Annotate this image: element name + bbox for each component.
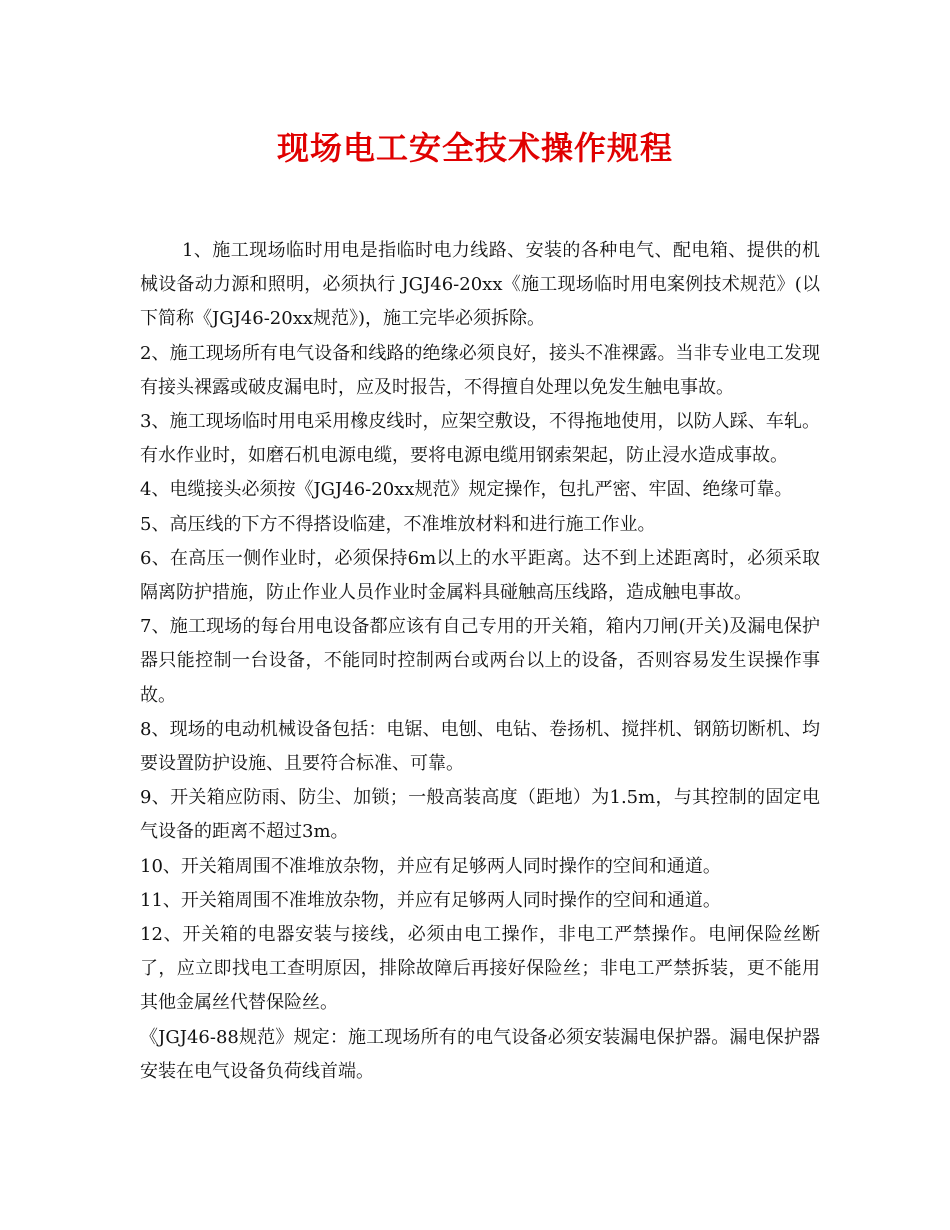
document-body — [140, 234, 820, 1089]
paragraph-5: 5、高压线的下方不得搭设临建，不准堆放材料和进行施工作业。 — [140, 513, 656, 535]
paragraph-6: 6、在高压一侧作业时，必须保持6m以上的水平距离。达不到上述距离时，必须采取隔离防护措施，防止作业人员作业时金属料具碰触高压线路，造成触电事故。 — [140, 547, 820, 604]
paragraph-13: 《JGJ46-88规范》规定：施工现场所有的电气设备必须安装漏电保护器。漏电保护器安装在电气设备负荷线首端。 — [140, 1026, 820, 1082]
paragraph-10: 10、开关箱周围不准堆放杂物，并应有足够两人同时操作的空间和通道。 — [140, 855, 721, 877]
paragraph-7: 7、施工现场的每台用电设备都应该有自己专用的开关箱，箱内刀闸(开关)及漏电保护器只能控制一台设备，不能同时控制两台或两台以上的设备，否则容易发生误操作事故。 — [140, 616, 820, 706]
document-title: 现场电工安全技术操作规程 — [276, 129, 673, 167]
paragraph-2: 2、施工现场所有电气设备和线路的绝缘必须良好，接头不准裸露。当非专业电工发现有接头裸露或破皮漏电时，应及时报告，不得擅自处理以免发生触电事故。 — [140, 342, 820, 398]
paragraph-9: 9、开关箱应防雨、防尘、加锁；一般高装高度（距地）为1.5m，与其控制的固定电气设备的距离不超过3m。 — [140, 787, 820, 843]
paragraph-12: 12、开关箱的电器安装与接线，必须由电工操作，非电工严禁操作。电闸保险丝断了，应立即找电工查明原因，排除故障后再接好保险丝；非电工严禁拆装，更不能用其他金属丝代替保险丝。 — [140, 924, 820, 1014]
paragraph-3: 3、施工现场临时用电采用橡皮线时，应架空敷设，不得拖地使用，以防人踩、车轧。有水作业时，如磨石机电源电缆，要将电源电缆用钢索架起，防止浸水造成事故。 — [140, 411, 820, 467]
paragraph-1: 1、施工现场临时用电是指临时电力线路、安装的各种电气、配电箱、提供的机械设备动力源和照明，必须执行 JGJ46-20xx《施工现场临时用电案例技术规范》(以下简称《JGJ46-20xx规范》)，施工完毕必须拆除。 — [140, 240, 820, 330]
paragraph-11: 11、开关箱周围不准堆放杂物，并应有足够两人同时操作的空间和通道。 — [140, 889, 721, 911]
paragraph-8: 8、现场的电动机械设备包括：电锯、电刨、电钻、卷扬机、搅拌机、钢筋切断机、均要设置防护设施、且要符合标准、可靠。 — [140, 718, 820, 775]
paragraph-4: 4、电缆接头必须按《JGJ46-20xx规范》规定操作，包扎严密、牢固、绝缘可靠。 — [140, 479, 793, 501]
